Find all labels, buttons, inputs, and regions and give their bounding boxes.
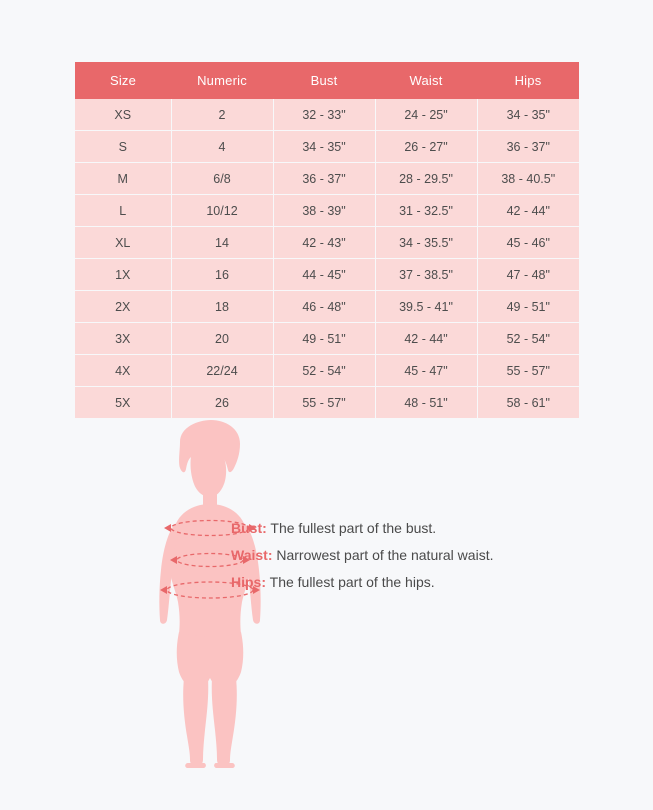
cell-bust: 44 - 45" [273,259,375,291]
cell-size: 3X [75,323,171,355]
cell-hips: 42 - 44" [477,195,579,227]
cell-waist: 28 - 29.5" [375,163,477,195]
cell-numeric: 4 [171,131,273,163]
cell-waist: 45 - 47" [375,355,477,387]
cell-size: L [75,195,171,227]
cell-bust: 42 - 43" [273,227,375,259]
table-row [75,195,579,227]
legend-text-hips: The fullest part of the hips. [266,574,435,590]
cell-size: XS [75,99,171,131]
legend-item-bust [231,515,591,542]
measurement-guide [0,410,653,770]
cell-bust: 46 - 48" [273,291,375,323]
cell-numeric: 22/24 [171,355,273,387]
cell-hips: 38 - 40.5" [477,163,579,195]
cell-numeric: 20 [171,323,273,355]
cell-size: S [75,131,171,163]
cell-size: M [75,163,171,195]
cell-numeric: 6/8 [171,163,273,195]
table-row [75,259,579,291]
table-row [75,163,579,195]
column-header-size: Size [75,62,171,99]
cell-size: 5X [75,387,171,419]
table-row [75,131,579,163]
legend-label-hips: Hips: [231,574,266,590]
cell-waist: 48 - 51" [375,387,477,419]
cell-bust: 49 - 51" [273,323,375,355]
size-table-container [75,62,579,418]
table-row [75,99,579,131]
table-header-row [75,62,579,99]
cell-hips: 45 - 46" [477,227,579,259]
size-table [75,62,579,418]
table-row [75,227,579,259]
column-header-bust: Bust [273,62,375,99]
column-header-hips: Hips [477,62,579,99]
cell-size: 2X [75,291,171,323]
cell-numeric: 2 [171,99,273,131]
cell-waist: 42 - 44" [375,323,477,355]
cell-waist: 34 - 35.5" [375,227,477,259]
cell-bust: 32 - 33" [273,99,375,131]
cell-bust: 38 - 39" [273,195,375,227]
cell-bust: 52 - 54" [273,355,375,387]
cell-waist: 39.5 - 41" [375,291,477,323]
cell-hips: 55 - 57" [477,355,579,387]
table-row [75,355,579,387]
legend-label-bust: Bust: [231,520,267,536]
cell-numeric: 10/12 [171,195,273,227]
cell-hips: 47 - 48" [477,259,579,291]
legend-label-waist: Waist: [231,547,273,563]
cell-bust: 34 - 35" [273,131,375,163]
cell-waist: 31 - 32.5" [375,195,477,227]
cell-hips: 52 - 54" [477,323,579,355]
cell-bust: 55 - 57" [273,387,375,419]
cell-numeric: 16 [171,259,273,291]
legend-item-hips [231,569,591,596]
cell-waist: 26 - 27" [375,131,477,163]
cell-hips: 36 - 37" [477,131,579,163]
cell-waist: 24 - 25" [375,99,477,131]
column-header-waist: Waist [375,62,477,99]
legend-text-bust: The fullest part of the bust. [266,520,437,536]
cell-numeric: 14 [171,227,273,259]
bust-arrow-left-icon [164,524,171,532]
column-header-numeric: Numeric [171,62,273,99]
table-row [75,323,579,355]
legend-list [231,515,591,596]
legend-text-waist: Narrowest part of the natural waist. [272,547,494,563]
cell-hips: 34 - 35" [477,99,579,131]
legend-item-waist [231,542,591,569]
table-row [75,291,579,323]
cell-size: 4X [75,355,171,387]
cell-hips: 58 - 61" [477,387,579,419]
cell-numeric: 26 [171,387,273,419]
cell-size: XL [75,227,171,259]
cell-bust: 36 - 37" [273,163,375,195]
cell-hips: 49 - 51" [477,291,579,323]
cell-size: 1X [75,259,171,291]
cell-waist: 37 - 38.5" [375,259,477,291]
cell-numeric: 18 [171,291,273,323]
